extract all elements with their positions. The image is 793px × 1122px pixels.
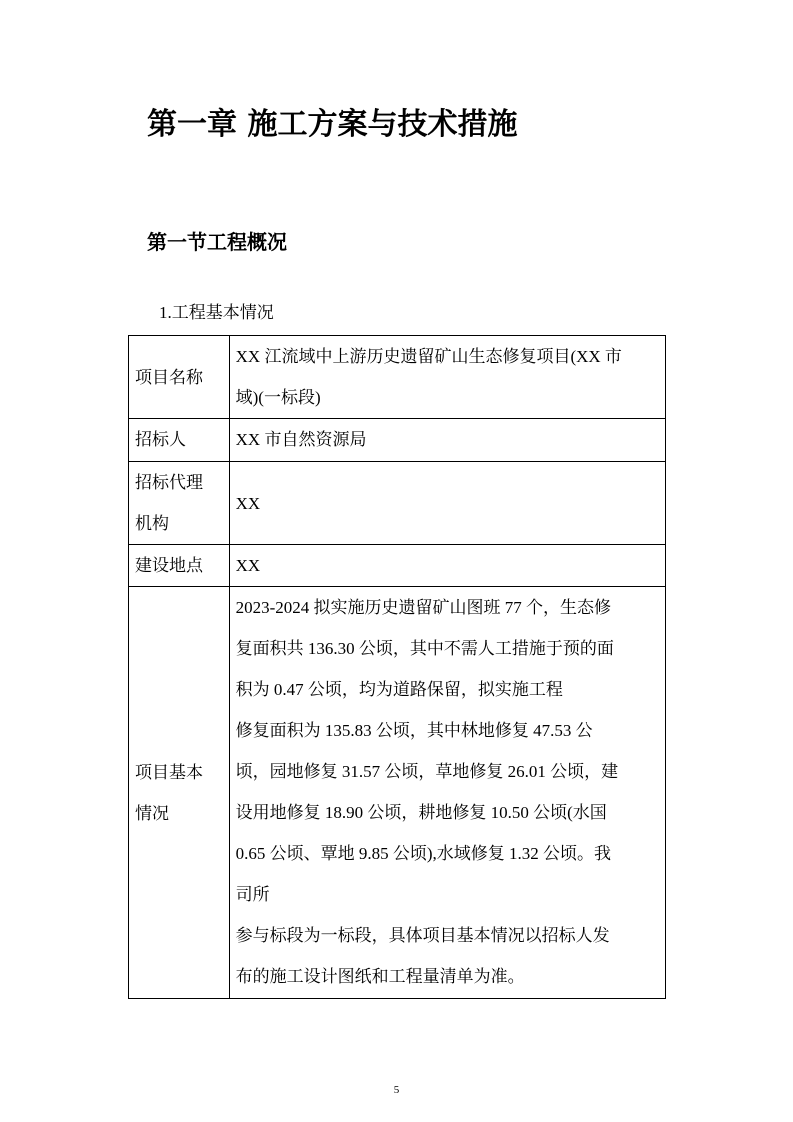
row-label [129, 336, 230, 419]
value-line: XX [235, 556, 261, 575]
project-info-table [128, 335, 666, 999]
row-label [129, 587, 230, 999]
value-line: XX 市自然资源局 [235, 430, 367, 449]
value-line: 司所 [235, 885, 270, 904]
chapter-title: 第一章 施工方案与技术措施 [147, 107, 518, 142]
table-row-basic-info [129, 587, 666, 999]
label-line: 项目名称 [135, 367, 203, 387]
row-value [229, 336, 665, 419]
row-label [129, 545, 230, 587]
table-row-location [129, 545, 666, 587]
value-line: 积为 0.47 公顷，均为道路保留，拟实施工程 [235, 680, 563, 699]
value-line: 布的施工设计图纸和工程量清单为准。 [235, 967, 525, 986]
table-row-agency [129, 462, 666, 545]
row-label [129, 462, 230, 545]
row-label [129, 419, 230, 462]
value-line: XX [235, 493, 261, 513]
page-number: 5 [393, 1084, 400, 1096]
value-line: 顷，园地修复 31.57 公顷，草地修复 26.01 公顷，建 [235, 762, 619, 781]
subsection-title: 1.工程基本情况 [159, 303, 274, 322]
label-line: 招标代理 [135, 473, 203, 492]
row-value [229, 545, 665, 587]
label-line: 项目基本 [135, 762, 203, 782]
value-line: 域)(一标段) [235, 388, 321, 407]
section-title: 第一节工程概况 [147, 230, 287, 254]
row-value [229, 419, 665, 462]
value-line: 参与标段为一标段，具体项目基本情况以招标人发 [235, 926, 610, 945]
row-value [229, 587, 665, 999]
label-line: 招标人 [135, 430, 186, 449]
label-line: 机构 [135, 514, 169, 533]
label-line: 情况 [135, 803, 169, 823]
value-line: 2023-2024 拟实施历史遗留矿山图班 77 个，生态修 [235, 598, 612, 617]
table-row-project-name [129, 336, 666, 419]
label-line: 建设地点 [135, 556, 203, 575]
value-line: XX 江流域中上游历史遗留矿山生态修复项目(XX 市 [235, 347, 622, 366]
value-line: 设用地修复 18.90 公顷，耕地修复 10.50 公顷(水国 [235, 803, 607, 822]
value-line: 复面积共 136.30 公顷，其中不需人工措施于预的面 [235, 639, 614, 658]
table-row-tenderer [129, 419, 666, 462]
value-line: 修复面积为 135.83 公顷，其中林地修复 47.53 公 [235, 721, 593, 740]
value-line: 0.65 公顷、覃地 9.85 公顷),水域修复 1.32 公顷。我 [235, 844, 612, 863]
row-value [229, 462, 665, 545]
